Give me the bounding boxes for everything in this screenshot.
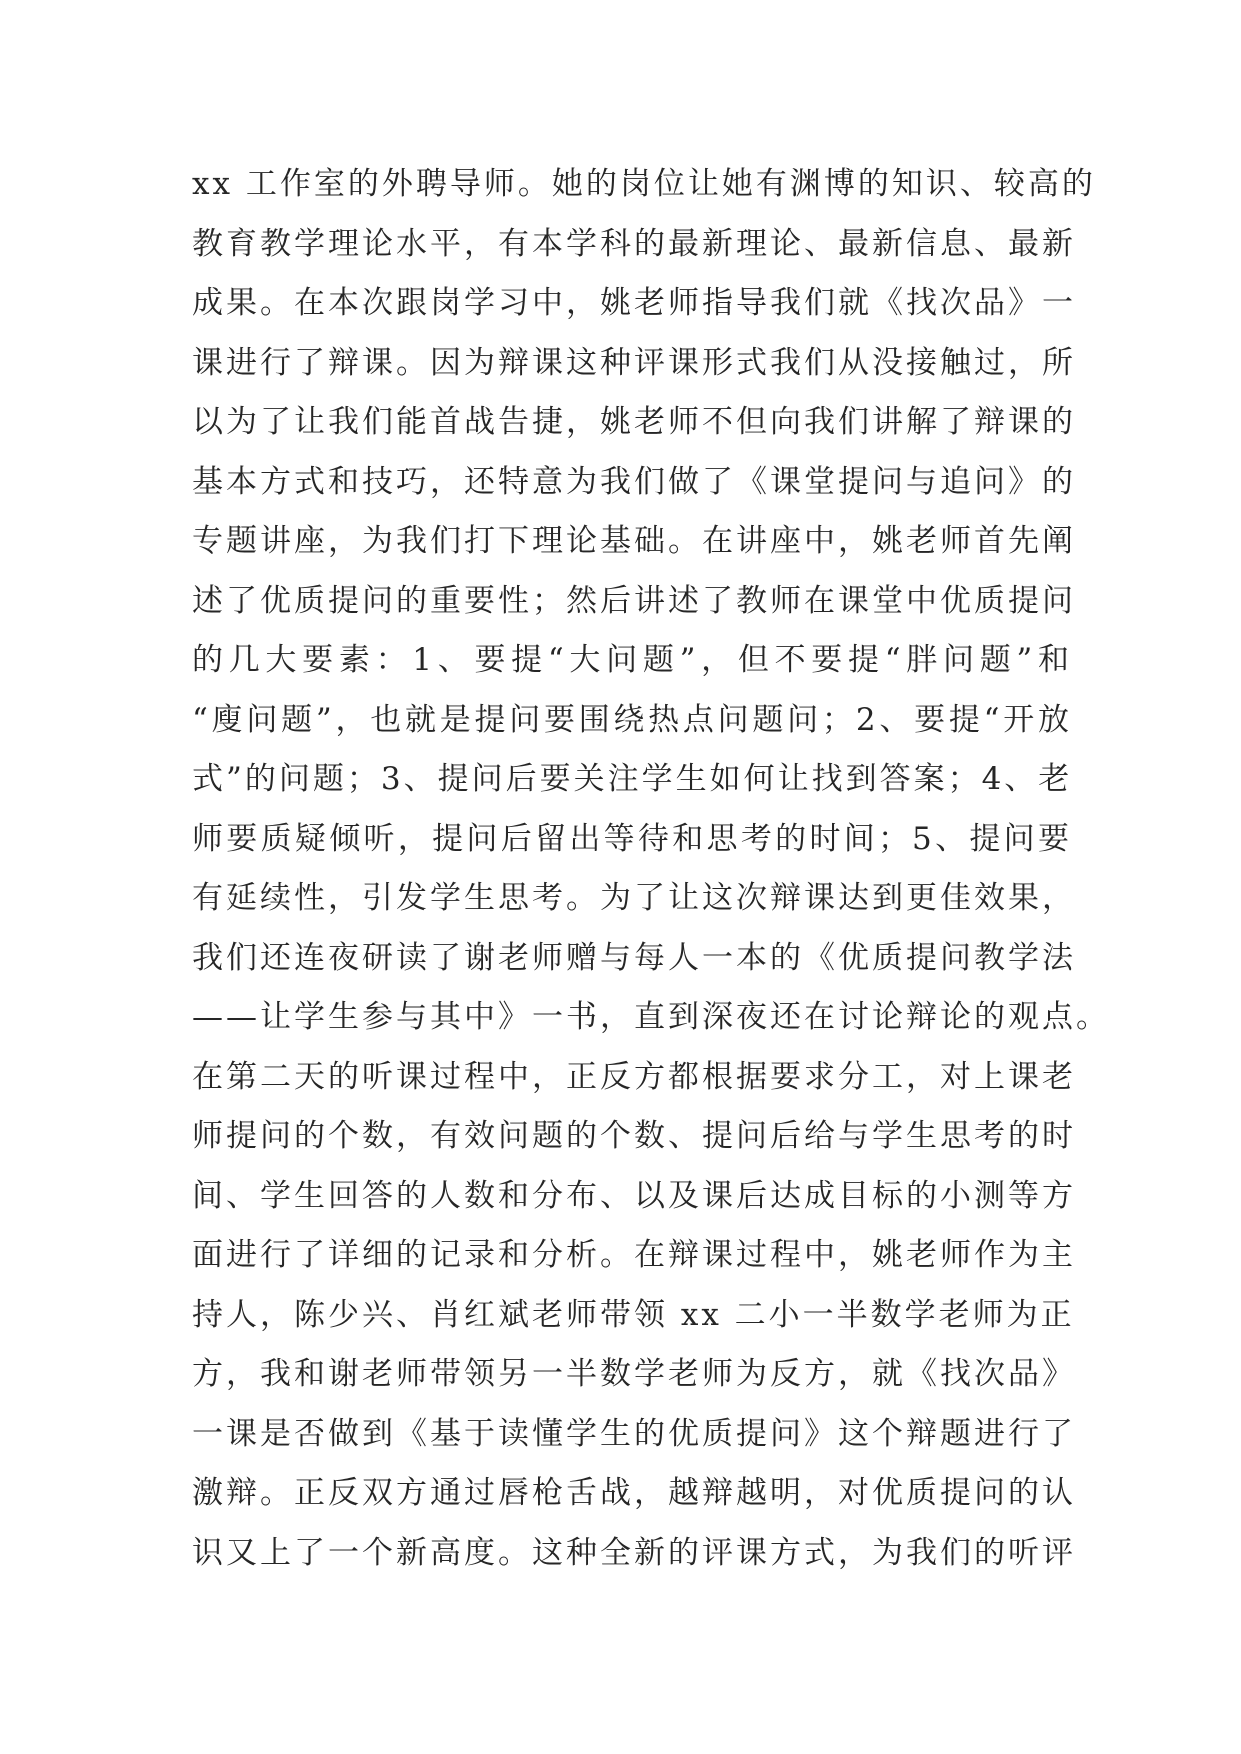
text-line: 面进行了详细的记录和分析。在辩课过程中，姚老师作为主 xyxy=(192,1237,1076,1273)
text-line: 师要质疑倾听，提问后留出等待和思考的时间；5、提问要 xyxy=(192,820,1072,857)
text-line: 师提问的个数，有效问题的个数、提问后给与学生思考的时 xyxy=(192,1118,1076,1154)
text-line: 述了优质提问的重要性；然后讲述了教师在课堂中优质提问 xyxy=(192,582,1076,619)
text-line: 的几大要素：1、要提“大问题”，但不要提“胖问题”和 xyxy=(192,642,1072,678)
text-line: ——让学生参与其中》一书，直到深夜还在讨论辩论的观点。 xyxy=(192,999,1110,1035)
text-line: 以为了让我们能首战告捷，姚老师不但向我们讲解了辩课的 xyxy=(192,404,1076,440)
text-line: 持人，陈少兴、肖红斌老师带领 xx 二小一半数学老师为正 xyxy=(192,1296,1075,1333)
text-line: “廋问题”，也就是提问要围绕热点问题问；2、要提“开放 xyxy=(192,701,1072,738)
text-line: 识又上了一个新高度。这种全新的评课方式，为我们的听评 xyxy=(192,1534,1076,1571)
text-line: 教育教学理论水平，有本学科的最新理论、最新信息、最新 xyxy=(192,225,1076,262)
text-line: 专题讲座，为我们打下理论基础。在讲座中，姚老师首先阐 xyxy=(192,523,1076,559)
text-line: 方，我和谢老师带领另一半数学老师为反方，就《找次品》 xyxy=(192,1356,1076,1392)
text-line: 激辩。正反双方通过唇枪舌战，越辩越明，对优质提问的认 xyxy=(192,1475,1076,1511)
text-line: 成果。在本次跟岗学习中，姚老师指导我们就《找次品》一 xyxy=(192,285,1076,321)
text-line: 基本方式和技巧，还特意为我们做了《课堂提问与追问》的 xyxy=(192,463,1076,500)
text-line: 课进行了辩课。因为辩课这种评课形式我们从没接触过，所 xyxy=(192,344,1076,381)
text-line: xx 工作室的外聘导师。她的岗位让她有渊博的知识、较高的 xyxy=(192,166,1096,202)
text-line: 式”的问题；3、提问后要关注学生如何让找到答案；4、老 xyxy=(192,761,1073,797)
text-line: 间、学生回答的人数和分布、以及课后达成目标的小测等方 xyxy=(192,1177,1076,1214)
text-line: 有延续性，引发学生思考。为了让这次辩课达到更佳效果， xyxy=(192,880,1076,916)
text-line: 我们还连夜研读了谢老师赠与每人一本的《优质提问教学法 xyxy=(192,939,1076,976)
document-body xyxy=(192,155,1110,1583)
text-line: 一课是否做到《基于读懂学生的优质提问》这个辩题进行了 xyxy=(192,1415,1076,1452)
text-line: 在第二天的听课过程中，正反方都根据要求分工，对上课老 xyxy=(192,1058,1076,1095)
